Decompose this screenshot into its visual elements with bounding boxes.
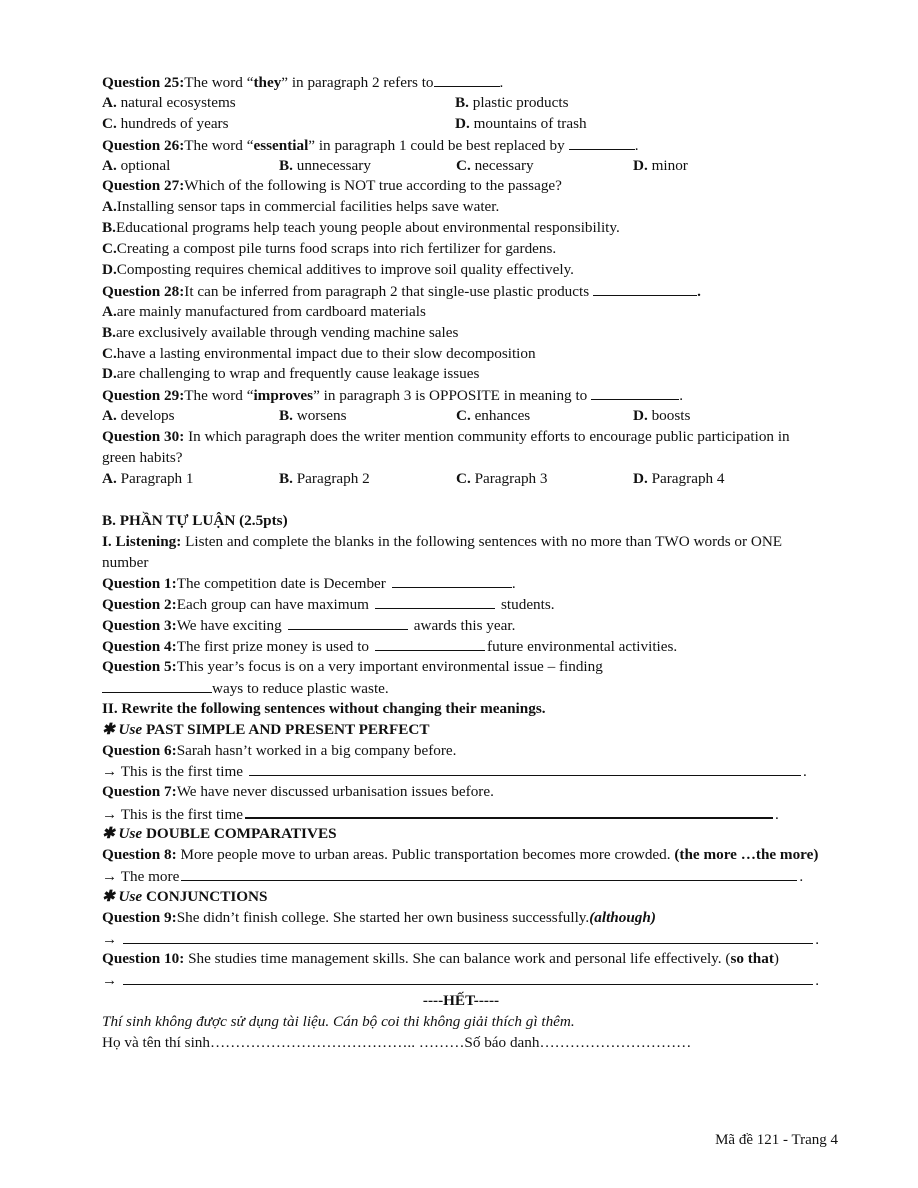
q30-label: Question 30: <box>102 428 185 446</box>
rewrite-section-conj: ✱ Use CONJUNCTIONS <box>102 887 820 908</box>
option-c: C. enhances <box>456 407 531 425</box>
listening-instruction: I. Listening: Listen and complete the blanks in the following sentences with no more than TWO words or ONE number <box>102 532 783 571</box>
option-a: A. natural ecosystems <box>102 93 236 111</box>
star-icon: ✱ <box>102 720 115 738</box>
rewrite-q8: Question 8: More people move to urban areas. Public transportation becomes more crowded. (the more …the more) <box>102 846 819 864</box>
q25-stem-text: The word “ <box>184 74 254 91</box>
exam-note: Thí sinh không được sử dụng tài liệu. Cán bộ coi thi không giải thích gì thêm. <box>102 1013 575 1031</box>
q30-stem-text: In which paragraph does the writer mention community efforts to encourage public participation in green habits? <box>102 428 790 467</box>
listening-q5-cont: ways to reduce plastic waste. <box>102 678 820 699</box>
answer-line[interactable] <box>123 929 813 944</box>
answer-blank[interactable] <box>375 636 485 651</box>
candidate-info-line: Họ và tên thí sinh………………………………….. ………Số báo danh………………………… <box>102 1034 692 1052</box>
q26-end: . <box>634 136 639 154</box>
option-b: B. Educational programs help teach young people about environmental responsibility. <box>102 219 620 237</box>
option-b: B. plastic products <box>455 93 569 111</box>
q25-stem-text-b: ” in paragraph 2 refers to <box>281 74 434 91</box>
q26-stem-text-b: ” in paragraph 1 could be best replaced by <box>308 136 565 154</box>
option-b: B. worsens <box>279 407 347 425</box>
q29-label: Question 29: <box>102 387 185 405</box>
listening-q3: Question 3: We have exciting awards this year. <box>102 617 516 635</box>
answer-line[interactable] <box>123 970 813 985</box>
option-d: D. boosts <box>633 407 691 425</box>
rewrite-q8-answer: → The more . <box>102 867 804 885</box>
option-d: D. mountains of trash <box>455 114 587 132</box>
rewrite-q6: Question 6: Sarah hasn’t worked in a big company before. <box>102 741 457 759</box>
listening-q2: Question 2: Each group can have maximum students. <box>102 596 555 614</box>
option-a: A. optional <box>102 156 171 174</box>
q25-stem <box>102 72 820 93</box>
rewrite-title: II. Rewrite the following sentences without changing their meanings. <box>102 699 546 717</box>
answer-blank[interactable] <box>375 594 495 609</box>
answer-line[interactable] <box>181 866 797 881</box>
q29-stem <box>102 385 820 406</box>
listening-q1: Question 1: The competition date is December . <box>102 575 516 593</box>
q28-end: . <box>697 282 701 300</box>
q26-label: Question 26: <box>102 136 185 154</box>
listening-q4: Question 4: The first prize money is used to future environmental activities. <box>102 638 678 656</box>
q29-keyword: improves <box>253 387 314 405</box>
q25-label: Question 25: <box>102 74 185 91</box>
option-d: D. minor <box>633 156 688 174</box>
answer-blank[interactable] <box>288 615 408 630</box>
q27-label: Question 27: <box>102 177 185 195</box>
option-d: D. are challenging to wrap and frequently cause leakage issues <box>102 365 480 383</box>
option-c: C. have a lasting environmental impact due to their slow decomposition <box>102 344 536 362</box>
answer-line[interactable] <box>249 761 801 776</box>
option-b: B. are exclusively available through vending machine sales <box>102 323 459 341</box>
answer-blank[interactable] <box>434 72 500 87</box>
q25-end: . <box>499 74 504 91</box>
rewrite-q6-answer: → This is the first time . <box>102 763 807 781</box>
rewrite-q9: Question 9: She didn’t finish college. She started her own business successfully. (although) <box>102 908 656 926</box>
answer-blank[interactable] <box>392 573 512 588</box>
q29-stem-text-b: ” in paragraph 3 is OPPOSITE in meaning to <box>313 387 588 405</box>
answer-blank[interactable] <box>593 281 697 296</box>
rewrite-q7-answer: → This is the first time . <box>102 803 820 824</box>
rewrite-q9-answer: → . <box>102 930 819 948</box>
q26-stem-text: The word “ <box>184 136 254 154</box>
listening-q5: Question 5: This year’s focus is on a very important environmental issue – finding <box>102 658 603 675</box>
q26-stem <box>102 135 820 156</box>
q25-options-row2 <box>102 114 820 135</box>
option-c: C. hundreds of years <box>102 114 229 132</box>
q30-stem <box>102 427 820 469</box>
answer-blank[interactable] <box>569 135 635 150</box>
option-a: A. are mainly manufactured from cardboard materials <box>102 302 426 320</box>
q27-stem <box>102 176 820 197</box>
star-icon: ✱ <box>102 887 115 905</box>
exam-page <box>102 72 820 1054</box>
q29-stem-text: The word “ <box>184 387 254 405</box>
option-a: A. Installing sensor taps in commercial facilities helps save water. <box>102 198 500 216</box>
option-c: C. Creating a compost pile turns food scraps into rich fertilizer for gardens. <box>102 240 557 258</box>
option-b: B. unnecessary <box>279 156 371 174</box>
q28-label: Question 28: <box>102 282 185 300</box>
answer-line[interactable] <box>245 803 773 819</box>
q25-options-row1 <box>102 93 820 114</box>
answer-blank[interactable] <box>102 678 212 693</box>
section-title: B. PHẦN TỰ LUẬN (2.5pts) <box>102 511 288 529</box>
option-c: C. Paragraph 3 <box>456 469 548 487</box>
option-a: A. Paragraph 1 <box>102 469 194 487</box>
q29-options <box>102 406 820 427</box>
end-mark: ----HẾT----- <box>422 992 500 1010</box>
q30-options <box>102 469 820 490</box>
rewrite-q7: Question 7: We have never discussed urbanisation issues before. <box>102 783 494 801</box>
q29-end: . <box>679 387 684 405</box>
option-c: C. necessary <box>456 156 534 174</box>
star-icon: ✱ <box>102 825 115 843</box>
rewrite-section-past: ✱ Use PAST SIMPLE AND PRESENT PERFECT <box>102 720 820 741</box>
q28-stem-text: It can be inferred from paragraph 2 that single-use plastic products <box>184 282 590 300</box>
option-d: D. Paragraph 4 <box>633 469 725 487</box>
answer-blank[interactable] <box>591 385 679 400</box>
rewrite-q10: Question 10: She studies time management skills. She can balance work and personal life effectively. (so that) <box>102 950 779 968</box>
option-d: D. Composting requires chemical additives to improve soil quality effectively. <box>102 261 574 279</box>
q26-options <box>102 156 820 177</box>
rewrite-q10-answer: → . <box>102 972 819 990</box>
rewrite-section-double: ✱ Use DOUBLE COMPARATIVES <box>102 824 820 845</box>
q28-stem <box>102 281 820 302</box>
q25-keyword: they <box>253 74 282 91</box>
page-footer: Mã đề 121 - Trang 4 <box>715 1132 838 1148</box>
option-a: A. develops <box>102 407 175 425</box>
q27-stem-text: Which of the following is NOT true according to the passage? <box>184 177 562 195</box>
q26-keyword: essential <box>253 136 309 154</box>
option-b: B. Paragraph 2 <box>279 469 370 487</box>
